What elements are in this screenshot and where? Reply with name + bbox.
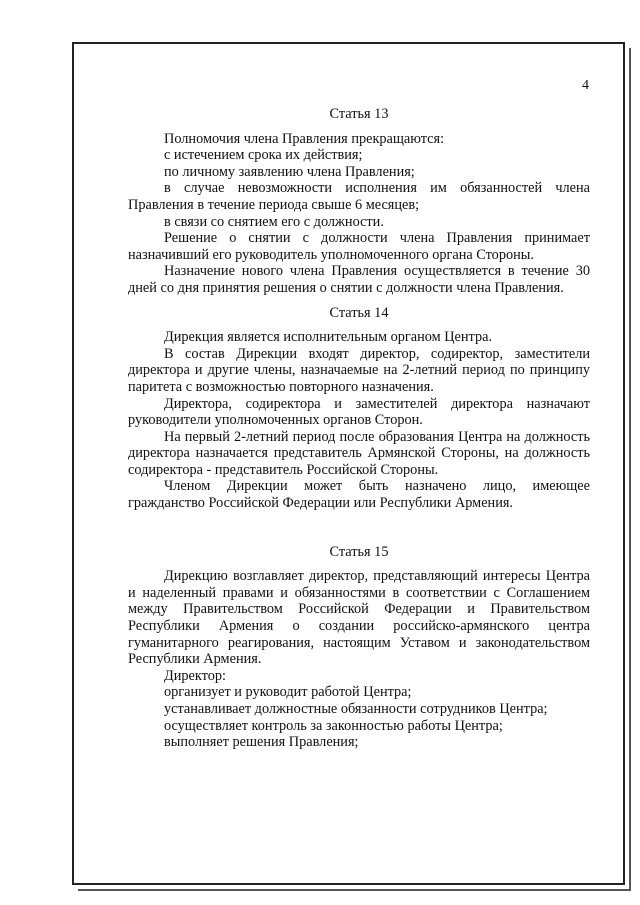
article-heading: Статья 14 [329,304,389,321]
paragraph: В состав Дирекции входят директор, содиректор, заместители директора и другие члены, назначаемые на 2-летний период по принципу паритета с возможностью повторного назначения. [128,345,590,395]
paragraph: по личному заявлению члена Правления; [164,163,415,180]
article-heading: Статья 15 [329,543,389,560]
page-number: 4 [582,78,589,93]
paragraph: Назначение нового члена Правления осуществляется в течение 30 дней со дня принятия решения о снятии с должности члена Правления. [128,263,590,296]
paragraph: осуществляет контроль за законностью работы Центра; [164,717,503,734]
paragraph: Дирекция является исполнительным органом Центра. [164,329,493,346]
paragraph: Членом Дирекции может быть назначено лицо, имеющее гражданство Российской Федерации или Республики Армения. [128,478,590,512]
paragraph: Директор: [164,667,226,684]
paragraph: организует и руководит работой Центра; [164,684,412,701]
paragraph: Решение о снятии с должности члена Правления принимает назначивший его руководитель уполномоченного органа Стороны. [128,230,590,263]
paragraph: в связи со снятием его с должности. [164,213,384,230]
paragraph: Полномочия члена Правления прекращаются: [164,130,445,147]
article-15 [128,544,590,751]
paragraph: Директора, содиректора и заместителей директора назначают руководители уполномоченных органов Сторон. [128,395,590,429]
paragraph: выполняет решения Правления; [164,734,359,751]
document-body [128,106,590,751]
article-heading: Статья 13 [329,106,389,122]
paragraph: устанавливает должностные обязанности сотрудников Центра; [164,701,548,717]
article-14 [128,305,590,512]
article-13 [128,106,590,297]
paragraph: На первый 2-летний период после образования Центра на должность директора назначается представитель Армянской Стороны, на должность содиректора - представитель Российской Стороны. [128,428,590,478]
paragraph: в случае невозможности исполнения им обязанностей члена Правления в течение периода свыше 6 месяцев; [128,180,590,213]
paragraph: Дирекцию возглавляет директор, представляющий интересы Центра и наделенный правами и обязанностями в соответствии с Соглашением между Правительством Российской Федерации и Правительством Республики Армения о создании российско-армянского центра гуманитарного реагирования, настоящим Уставом и законодательством Республики Армения. [128,568,590,668]
paragraph: с истечением срока их действия; [164,147,363,164]
